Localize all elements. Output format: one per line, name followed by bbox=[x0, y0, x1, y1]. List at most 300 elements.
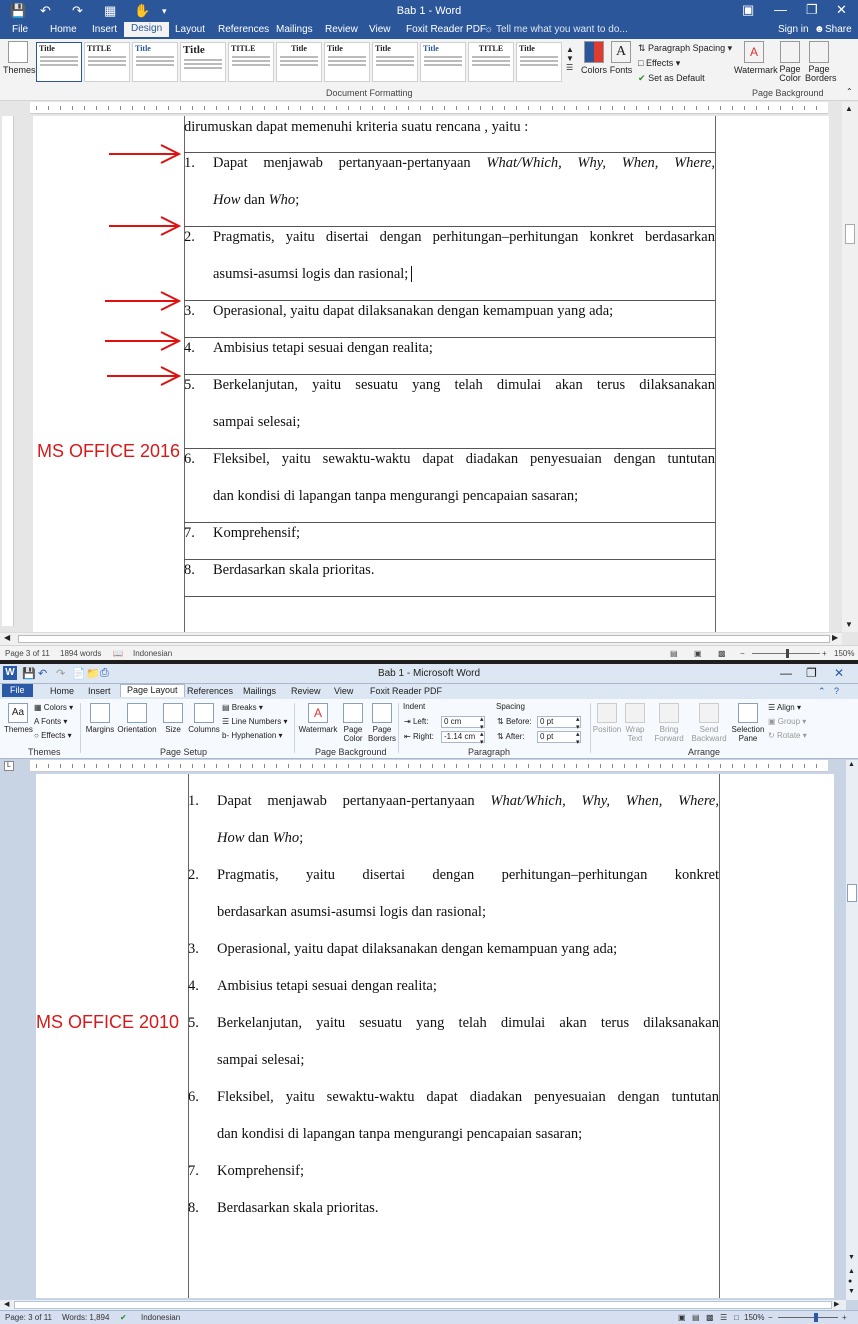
set-as-default-button[interactable]: ✔ Set as Default bbox=[638, 73, 705, 83]
ruler-tick bbox=[252, 106, 253, 110]
zoom-in-icon[interactable]: + bbox=[842, 1313, 847, 1322]
ruler-tick bbox=[564, 106, 565, 110]
ruler-tick bbox=[468, 106, 469, 110]
scroll-down-icon[interactable]: ▼ bbox=[848, 1254, 855, 1261]
list-number: 6. bbox=[188, 1089, 199, 1105]
colors-button[interactable]: ▦ Colors ▾ bbox=[34, 703, 74, 712]
orientation-icon bbox=[127, 703, 147, 723]
tab-view[interactable]: View bbox=[369, 24, 391, 35]
collapse-ribbon-icon[interactable]: ⌃ bbox=[846, 87, 853, 96]
vertical-scrollbar[interactable] bbox=[846, 760, 858, 1300]
ruler-tick bbox=[168, 764, 169, 768]
ruler-tick bbox=[600, 106, 601, 110]
ruler-tick bbox=[780, 764, 781, 768]
proofing-icon[interactable]: 📖 bbox=[113, 649, 123, 658]
word-count[interactable]: 1894 words bbox=[60, 649, 102, 658]
list-number: 5. bbox=[188, 1015, 199, 1031]
spacing-heading: Spacing bbox=[496, 702, 525, 711]
align-button[interactable]: ☰ Align ▾ bbox=[768, 703, 801, 712]
ribbon-tabs bbox=[0, 684, 858, 699]
web-layout-icon[interactable]: ▩ bbox=[718, 649, 726, 658]
ruler-tick bbox=[72, 764, 73, 768]
ruler-tick bbox=[252, 764, 253, 768]
close-icon[interactable]: ✕ bbox=[834, 666, 845, 680]
selection-pane-button[interactable]: Selection Pane bbox=[730, 703, 766, 743]
ruler-tick bbox=[372, 106, 373, 110]
list-number: 7. bbox=[184, 525, 195, 541]
scroll-up-icon[interactable]: ▲ bbox=[848, 761, 855, 768]
spin-icon[interactable]: ▴ ▾ bbox=[480, 716, 484, 731]
ruler-tick bbox=[588, 764, 589, 768]
ruler-tick bbox=[156, 764, 157, 768]
ruler-tick bbox=[480, 106, 481, 110]
print-preview-icon[interactable]: ▦ bbox=[104, 3, 117, 18]
ruler-tick bbox=[660, 764, 661, 768]
web-layout-icon[interactable]: ▩ bbox=[706, 1313, 714, 1322]
language[interactable]: Indonesian bbox=[133, 649, 173, 658]
ruler-tick bbox=[156, 106, 157, 110]
tab-view[interactable]: View bbox=[334, 686, 354, 696]
ruler-tick bbox=[744, 106, 745, 110]
ruler-tick bbox=[216, 106, 217, 110]
zoom-thumb[interactable] bbox=[786, 649, 789, 658]
ruler-tick bbox=[420, 106, 421, 110]
outline-icon[interactable]: ☰ bbox=[720, 1313, 728, 1322]
list-item-5-line2: sampai selesai; bbox=[217, 1052, 305, 1068]
touch-mode-icon[interactable]: ✋ bbox=[134, 3, 151, 18]
word-logo-icon[interactable]: W bbox=[3, 666, 17, 680]
ruler-tick bbox=[480, 764, 481, 768]
tab-foxit[interactable]: Foxit Reader PDF bbox=[406, 24, 487, 35]
ribbon-page-layout bbox=[0, 699, 858, 759]
vertical-scrollbar[interactable] bbox=[842, 102, 858, 632]
word-count[interactable]: Words: 1,894 bbox=[62, 1313, 110, 1322]
style-set-3[interactable]: Title bbox=[132, 42, 178, 82]
ruler-tick bbox=[516, 106, 517, 110]
new-document-icon[interactable]: 📄 bbox=[72, 668, 86, 680]
ruler-tick bbox=[804, 106, 805, 110]
tab-file[interactable]: File bbox=[2, 684, 33, 697]
ruler-tick bbox=[432, 106, 433, 110]
ruler-tick bbox=[528, 764, 529, 768]
tell-me-box[interactable]: Tell me what you want to do... bbox=[496, 24, 628, 35]
page-borders-icon bbox=[372, 703, 392, 723]
ruler-tick bbox=[276, 764, 277, 768]
zoom-slider[interactable] bbox=[778, 1317, 838, 1318]
ruler-tick bbox=[696, 764, 697, 768]
style-set-2[interactable]: TITLE bbox=[84, 42, 130, 82]
watermark-icon: A bbox=[308, 703, 328, 723]
list-item-4: Ambisius tetapi sesuai dengan realita; bbox=[213, 340, 433, 356]
ruler-tick bbox=[720, 764, 721, 768]
ruler-tick bbox=[624, 106, 625, 110]
page-count[interactable]: Page: 3 of 11 bbox=[5, 1313, 52, 1322]
list-number: 2. bbox=[188, 867, 199, 883]
list-number: 5. bbox=[184, 377, 195, 393]
tab-mailings[interactable]: Mailings bbox=[243, 686, 277, 696]
full-screen-reading-icon[interactable]: ▤ bbox=[692, 1313, 700, 1322]
bring-forward-button[interactable]: Bring Forward bbox=[650, 703, 688, 743]
spacing-after-label: ⇅ After: bbox=[497, 732, 525, 741]
send-backward-button[interactable]: Send Backward bbox=[690, 703, 728, 743]
ruler-tick bbox=[456, 764, 457, 768]
indent-heading: Indent bbox=[403, 702, 426, 711]
horizontal-scrollbar[interactable] bbox=[0, 1300, 846, 1310]
restore-icon[interactable]: ❐ bbox=[806, 666, 817, 680]
next-page-icon[interactable]: ▼ bbox=[848, 1288, 855, 1295]
ruler-tick bbox=[144, 106, 145, 110]
text-cursor bbox=[411, 266, 412, 282]
ruler-tick bbox=[768, 106, 769, 110]
ruler-tick bbox=[792, 764, 793, 768]
ruler-tick bbox=[600, 764, 601, 768]
document-page[interactable] bbox=[33, 116, 829, 632]
themes-icon: Aa bbox=[8, 703, 28, 723]
bring-forward-icon bbox=[659, 703, 679, 723]
orientation-button[interactable]: Orientation bbox=[116, 703, 158, 734]
zoom-in-icon[interactable]: + bbox=[822, 649, 827, 658]
ruler-tick bbox=[84, 106, 85, 110]
group-button[interactable]: ▣ Group ▾ bbox=[768, 717, 807, 726]
list-item-3: Operasional, yaitu dapat dilaksanakan dengan kemampuan yang ada; bbox=[217, 941, 618, 957]
ruler-tick bbox=[768, 764, 769, 768]
ruler-tick bbox=[288, 106, 289, 110]
share-button[interactable]: Share bbox=[825, 24, 852, 35]
ruler-tick bbox=[192, 106, 193, 110]
ruler-tick bbox=[624, 764, 625, 768]
ruler-tick bbox=[516, 764, 517, 768]
draft-icon[interactable]: □ bbox=[734, 1313, 739, 1322]
group-themes: Themes bbox=[28, 747, 61, 757]
vertical-ruler bbox=[2, 116, 14, 626]
ruler-tick bbox=[636, 764, 637, 768]
watermark-icon: A bbox=[744, 41, 764, 63]
watermark-button[interactable]: A Watermark bbox=[734, 41, 774, 75]
document-page[interactable] bbox=[36, 774, 834, 1298]
word-2016-window bbox=[0, 0, 858, 660]
spin-icon[interactable]: ▴ ▾ bbox=[576, 716, 580, 731]
spacing-after-input[interactable]: 0 pt bbox=[537, 731, 581, 743]
list-number: 4. bbox=[188, 978, 199, 994]
ruler-tick bbox=[684, 764, 685, 768]
ruler-tick bbox=[228, 106, 229, 110]
ruler-tick bbox=[720, 106, 721, 110]
undo-icon[interactable]: ↶ bbox=[40, 3, 51, 18]
fonts-button[interactable]: A Fonts ▾ bbox=[34, 717, 68, 726]
page-color-button[interactable]: Page Color bbox=[778, 41, 802, 83]
list-item-5-line2: sampai selesai; bbox=[213, 414, 301, 430]
ruler-tick bbox=[564, 764, 565, 768]
ruler-tick bbox=[396, 764, 397, 768]
redo-icon[interactable]: ↷ bbox=[72, 3, 83, 18]
ruler-tick bbox=[444, 106, 445, 110]
tab-insert[interactable]: Insert bbox=[88, 686, 111, 696]
tab-review[interactable]: Review bbox=[291, 686, 321, 696]
ruler-tick bbox=[708, 764, 709, 768]
print-icon[interactable]: ⎙ bbox=[100, 667, 109, 679]
ruler-tick bbox=[396, 106, 397, 110]
list-item-6-line1: Fleksibel, yaitu sewaktu-waktu dapat diadakan penyesuaian dengan tuntutan bbox=[217, 1089, 719, 1105]
scroll-thumb[interactable] bbox=[845, 224, 855, 244]
page-color-icon bbox=[780, 41, 800, 63]
effects-button[interactable]: ○ Effects ▾ bbox=[34, 731, 72, 740]
position-button[interactable]: Position bbox=[592, 703, 622, 734]
zoom-thumb[interactable] bbox=[814, 1313, 818, 1322]
ruler-tick bbox=[348, 106, 349, 110]
ruler-tick bbox=[384, 764, 385, 768]
window-title: Bab 1 - Microsoft Word bbox=[377, 668, 481, 679]
style-set-7[interactable]: Title bbox=[324, 42, 370, 82]
list-number: 1. bbox=[188, 793, 199, 809]
style-set-1[interactable]: Title bbox=[36, 42, 82, 82]
size-button[interactable]: Size bbox=[160, 703, 186, 734]
status-bar bbox=[0, 645, 858, 660]
help-icon[interactable]: ? bbox=[834, 686, 840, 696]
style-set-6[interactable]: Title bbox=[276, 42, 322, 82]
list-item-5-line1: Berkelanjutan, yaitu sesuatu yang telah dimulai akan terus dilaksanakan bbox=[217, 1015, 719, 1031]
ruler-tick bbox=[108, 764, 109, 768]
hscroll-thumb[interactable] bbox=[14, 1301, 832, 1309]
tab-references[interactable]: References bbox=[218, 24, 270, 35]
list-item-6-line1: Fleksibel, yaitu sewaktu-waktu dapat diadakan penyesuaian dengan tuntutan bbox=[213, 451, 715, 467]
ruler-tick bbox=[180, 106, 181, 110]
tab-file[interactable]: File bbox=[12, 24, 29, 35]
print-layout-icon[interactable]: ▣ bbox=[678, 1313, 686, 1322]
spacing-before-input[interactable]: 0 pt bbox=[537, 716, 581, 728]
redo-icon[interactable]: ↷ bbox=[56, 668, 66, 680]
minimize-icon[interactable]: — bbox=[780, 666, 792, 680]
list-item-7: Komprehensif; bbox=[217, 1163, 304, 1179]
list-item-1-line2: How dan Who; bbox=[213, 192, 300, 208]
paragraph-spacing-button[interactable]: ⇅ Paragraph Spacing ▾ bbox=[638, 43, 733, 53]
list-item-7: Komprehensif; bbox=[213, 525, 300, 541]
ms-office-2016-label: MS OFFICE 2016 bbox=[37, 441, 181, 461]
list-item-1-line1: Dapat menjawab pertanyaan-pertanyaan What/Which, Why, When, Where, bbox=[213, 155, 715, 171]
zoom-level[interactable]: 150% bbox=[834, 649, 855, 658]
ruler-tick bbox=[264, 764, 265, 768]
ruler-tick bbox=[288, 764, 289, 768]
ruler-tick bbox=[336, 106, 337, 110]
ruler-tick bbox=[84, 764, 85, 768]
page-borders-icon bbox=[809, 41, 829, 63]
undo-icon[interactable]: ↶ bbox=[38, 668, 48, 680]
title-bar bbox=[0, 0, 858, 22]
group-page-setup: Page Setup bbox=[160, 747, 208, 757]
ribbon-display-icon[interactable]: ▣ bbox=[742, 2, 755, 17]
ruler-tick bbox=[576, 106, 577, 110]
group-arrange: Arrange bbox=[688, 747, 721, 757]
ruler-tick bbox=[264, 106, 265, 110]
ruler-tick bbox=[228, 764, 229, 768]
red-arrow-icon bbox=[109, 216, 183, 236]
list-item-3: Operasional, yaitu dapat dilaksanakan dengan kemampuan yang ada; bbox=[213, 303, 614, 319]
title-bar bbox=[0, 664, 858, 684]
breaks-button[interactable]: ▤ Breaks ▾ bbox=[222, 703, 263, 712]
tab-design[interactable]: Design bbox=[124, 22, 169, 37]
ruler-tick bbox=[240, 106, 241, 110]
ruler-tick bbox=[48, 106, 49, 110]
minimize-icon[interactable]: — bbox=[774, 2, 787, 17]
ruler-tick bbox=[384, 106, 385, 110]
language[interactable]: Indonesian bbox=[141, 1313, 181, 1322]
previous-page-icon[interactable]: ▲ bbox=[848, 1268, 855, 1275]
print-layout-icon[interactable]: ▣ bbox=[694, 649, 702, 658]
wrap-text-icon bbox=[625, 703, 645, 723]
sign-in-link[interactable]: Sign in bbox=[778, 24, 809, 35]
fonts-button[interactable]: A Fonts bbox=[608, 41, 634, 75]
close-icon[interactable]: ✕ bbox=[836, 2, 847, 17]
zoom-out-icon[interactable]: − bbox=[768, 1313, 773, 1322]
tab-selector-icon[interactable]: L bbox=[4, 761, 14, 771]
scroll-right-icon[interactable]: ▶ bbox=[832, 633, 839, 642]
colors-button[interactable]: Colors bbox=[580, 41, 608, 75]
ruler-tick bbox=[372, 764, 373, 768]
ruler-tick bbox=[132, 106, 133, 110]
tab-references[interactable]: References bbox=[187, 686, 234, 696]
person-icon: ☻ bbox=[814, 24, 825, 35]
collapse-ribbon-icon[interactable]: ⌃ bbox=[818, 686, 826, 696]
wrap-text-button[interactable]: Wrap Text bbox=[622, 703, 648, 743]
scroll-thumb[interactable] bbox=[847, 884, 857, 902]
ruler-tick bbox=[708, 106, 709, 110]
ruler-tick bbox=[744, 764, 745, 768]
list-item-1-line2: How dan Who; bbox=[217, 830, 304, 846]
page-borders-button[interactable]: Page Borders bbox=[368, 703, 396, 743]
ribbon-tabs bbox=[0, 22, 858, 39]
list-number: 8. bbox=[188, 1200, 199, 1216]
indent-right-input[interactable]: -1.14 cm bbox=[441, 731, 485, 743]
ruler-tick bbox=[96, 764, 97, 768]
page-count[interactable]: Page 3 of 11 bbox=[5, 649, 50, 658]
window-title: Bab 1 - Word bbox=[396, 5, 462, 17]
ruler-tick bbox=[660, 106, 661, 110]
spin-icon[interactable]: ▴ ▾ bbox=[576, 731, 580, 746]
page-color-icon bbox=[343, 703, 363, 723]
spacing-before-label: ⇅ Before: bbox=[497, 717, 532, 726]
tab-mailings[interactable]: Mailings bbox=[276, 24, 313, 35]
colors-icon bbox=[584, 41, 604, 63]
horizontal-ruler[interactable] bbox=[30, 760, 828, 772]
list-item-2-line2: asumsi-asumsi logis dan rasional; bbox=[213, 264, 715, 284]
scroll-down-icon[interactable]: ▼ bbox=[845, 620, 853, 629]
list-number: 3. bbox=[184, 303, 195, 319]
save-icon[interactable]: 💾 bbox=[22, 668, 36, 680]
indent-right-label: ⇤ Right: bbox=[404, 732, 434, 741]
list-number: 8. bbox=[184, 562, 195, 578]
themes-icon bbox=[8, 41, 28, 63]
themes-button[interactable]: Aa Themes bbox=[4, 703, 32, 734]
browse-object-icon[interactable]: ● bbox=[848, 1278, 853, 1285]
ruler-tick bbox=[108, 106, 109, 110]
tab-home[interactable]: Home bbox=[50, 24, 77, 35]
list-number: 7. bbox=[188, 1163, 199, 1179]
style-set-10[interactable]: TITLE bbox=[468, 42, 514, 82]
check-icon: ✔ bbox=[638, 73, 646, 83]
horizontal-ruler[interactable] bbox=[30, 102, 828, 114]
list-item-1-line1: Dapat menjawab pertanyaan-pertanyaan What/Which, Why, When, Where, bbox=[217, 793, 719, 809]
style-set-5[interactable]: TITLE bbox=[228, 42, 274, 82]
style-set-11[interactable]: Title bbox=[516, 42, 562, 82]
scroll-left-icon[interactable]: ◀ bbox=[4, 633, 11, 642]
ruler-tick bbox=[612, 764, 613, 768]
scroll-left-icon[interactable]: ◀ bbox=[4, 1301, 10, 1308]
scroll-up-icon[interactable]: ▲ bbox=[845, 104, 853, 113]
tab-page-layout[interactable]: Page Layout bbox=[120, 684, 185, 697]
ruler-tick bbox=[180, 764, 181, 768]
ruler-tick bbox=[312, 106, 313, 110]
style-set-8[interactable]: Title bbox=[372, 42, 418, 82]
ruler-tick bbox=[588, 106, 589, 110]
tab-foxit[interactable]: Foxit Reader PDF bbox=[370, 686, 443, 696]
ruler-tick bbox=[312, 764, 313, 768]
hscroll-thumb[interactable] bbox=[18, 635, 830, 643]
list-item-6-line2: dan kondisi di lapangan tanpa mengurangi pencapaian sasaran; bbox=[217, 1126, 583, 1142]
zoom-level[interactable]: 150% bbox=[744, 1313, 765, 1322]
ruler-tick bbox=[120, 764, 121, 768]
margins-button[interactable]: Margins bbox=[84, 703, 116, 734]
tab-review[interactable]: Review bbox=[325, 24, 358, 35]
proofing-icon[interactable]: ✔ bbox=[120, 1313, 127, 1322]
ruler-tick bbox=[492, 764, 493, 768]
list-item-5-line1: Berkelanjutan, yaitu sesuatu yang telah dimulai akan terus dilaksanakan bbox=[213, 377, 715, 393]
red-arrow-icon bbox=[107, 366, 183, 386]
ruler-tick bbox=[684, 106, 685, 110]
group-page-background: Page Background bbox=[752, 88, 824, 98]
ruler-tick bbox=[216, 764, 217, 768]
list-item-4: Ambisius tetapi sesuai dengan realita; bbox=[217, 978, 437, 994]
style-set-4[interactable]: Title bbox=[180, 42, 226, 82]
ruler-tick bbox=[540, 106, 541, 110]
horizontal-scrollbar[interactable] bbox=[0, 632, 842, 645]
intro-line: dirumuskan dapat memenuhi kriteria suatu rencana , yaitu : bbox=[184, 119, 529, 135]
style-set-9[interactable]: Title bbox=[420, 42, 466, 82]
themes-button[interactable]: Themes bbox=[3, 41, 33, 75]
line-numbers-button[interactable]: ☰ Line Numbers ▾ bbox=[222, 717, 288, 726]
ruler-tick bbox=[420, 764, 421, 768]
page-borders-button[interactable]: Page Borders bbox=[805, 41, 833, 83]
ruler-tick bbox=[240, 764, 241, 768]
customize-qat-icon[interactable]: ▾ bbox=[162, 6, 167, 16]
tab-insert[interactable]: Insert bbox=[92, 24, 118, 35]
gallery-scroll-icon[interactable]: ▲ ▼ ☰ bbox=[566, 45, 574, 72]
columns-button[interactable]: Columns bbox=[188, 703, 220, 734]
restore-icon[interactable]: ❐ bbox=[806, 2, 818, 17]
read-mode-icon[interactable]: ▤ bbox=[670, 649, 678, 658]
tab-layout[interactable]: Layout bbox=[175, 24, 206, 35]
ruler-tick bbox=[300, 764, 301, 768]
ruler-tick bbox=[444, 764, 445, 768]
ruler-tick bbox=[120, 106, 121, 110]
scroll-right-icon[interactable]: ▶ bbox=[834, 1301, 840, 1308]
ribbon-design bbox=[0, 39, 858, 101]
ruler-tick bbox=[348, 764, 349, 768]
ruler-tick bbox=[612, 106, 613, 110]
spin-icon[interactable]: ▴ ▾ bbox=[480, 731, 484, 746]
ruler-tick bbox=[552, 764, 553, 768]
rotate-button[interactable]: ↻ Rotate ▾ bbox=[768, 731, 807, 740]
open-icon[interactable]: 📁 bbox=[86, 668, 100, 680]
indent-left-input[interactable]: 0 cm bbox=[441, 716, 485, 728]
zoom-out-icon[interactable]: − bbox=[740, 649, 745, 658]
save-icon[interactable]: 💾 bbox=[10, 3, 27, 18]
red-arrow-icon bbox=[105, 291, 183, 311]
tab-home[interactable]: Home bbox=[50, 686, 75, 696]
watermark-button[interactable]: A Watermark bbox=[298, 703, 338, 734]
effects-button[interactable]: □ Effects ▾ bbox=[638, 58, 681, 68]
page-color-button[interactable]: Page Color bbox=[340, 703, 366, 743]
ruler-tick bbox=[732, 106, 733, 110]
hyphenation-button[interactable]: b‐ Hyphenation ▾ bbox=[222, 731, 283, 740]
